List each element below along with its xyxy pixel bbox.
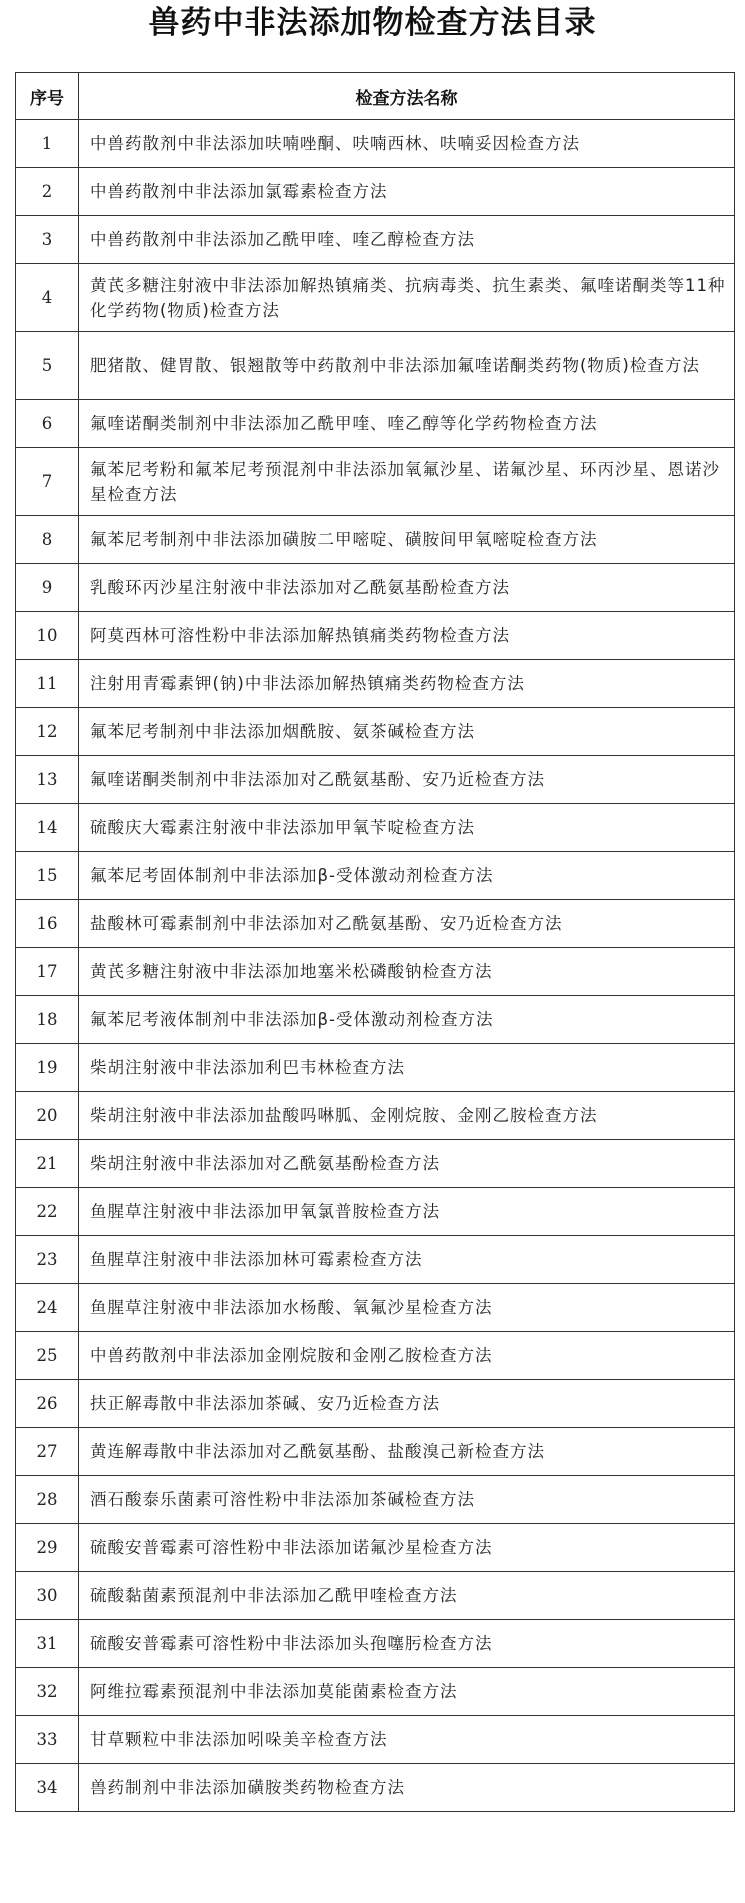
row-method-name: 氟喹诺酮类制剂中非法添加乙酰甲喹、喹乙醇等化学药物检查方法 — [79, 400, 735, 448]
header-serial-number: 序号 — [16, 73, 79, 120]
row-method-name: 阿莫西林可溶性粉中非法添加解热镇痛类药物检查方法 — [79, 612, 735, 660]
table-row — [16, 996, 735, 1044]
table-row — [16, 1668, 735, 1716]
table-header-row — [16, 73, 735, 120]
row-serial-number: 5 — [16, 332, 79, 400]
row-method-name: 鱼腥草注射液中非法添加林可霉素检查方法 — [79, 1236, 735, 1284]
row-method-name: 氟苯尼考粉和氟苯尼考预混剂中非法添加氧氟沙星、诺氟沙星、环丙沙星、恩诺沙星检查方法 — [79, 448, 735, 516]
table-row — [16, 900, 735, 948]
table-row — [16, 1620, 735, 1668]
table-row — [16, 516, 735, 564]
document-title: 兽药中非法添加物检查方法目录 — [148, 5, 597, 41]
table-row — [16, 264, 735, 332]
row-serial-number: 31 — [16, 1620, 79, 1668]
row-method-name: 扶正解毒散中非法添加茶碱、安乃近检查方法 — [79, 1380, 735, 1428]
table-row — [16, 612, 735, 660]
table-row — [16, 400, 735, 448]
table-row — [16, 1572, 735, 1620]
row-serial-number: 3 — [16, 216, 79, 264]
table-row — [16, 168, 735, 216]
row-serial-number: 8 — [16, 516, 79, 564]
table-row — [16, 1380, 735, 1428]
row-serial-number: 23 — [16, 1236, 79, 1284]
row-method-name: 兽药制剂中非法添加磺胺类药物检查方法 — [79, 1764, 735, 1812]
table-row — [16, 1476, 735, 1524]
row-method-name: 中兽药散剂中非法添加氯霉素检查方法 — [79, 168, 735, 216]
row-method-name: 柴胡注射液中非法添加利巴韦林检查方法 — [79, 1044, 735, 1092]
row-serial-number: 32 — [16, 1668, 79, 1716]
row-serial-number: 6 — [16, 400, 79, 448]
row-method-name: 甘草颗粒中非法添加吲哚美辛检查方法 — [79, 1716, 735, 1764]
row-serial-number: 13 — [16, 756, 79, 804]
table-row — [16, 1188, 735, 1236]
table-row — [16, 1236, 735, 1284]
row-method-name: 柴胡注射液中非法添加对乙酰氨基酚检查方法 — [79, 1140, 735, 1188]
row-method-name: 氟苯尼考固体制剂中非法添加β-受体激动剂检查方法 — [79, 852, 735, 900]
table-row — [16, 1092, 735, 1140]
table-body — [16, 120, 735, 1812]
table-row — [16, 1524, 735, 1572]
table-row — [16, 1332, 735, 1380]
table-row — [16, 1764, 735, 1812]
table-row — [16, 448, 735, 516]
row-method-name: 中兽药散剂中非法添加乙酰甲喹、喹乙醇检查方法 — [79, 216, 735, 264]
row-method-name: 氟苯尼考制剂中非法添加烟酰胺、氨茶碱检查方法 — [79, 708, 735, 756]
row-method-name: 鱼腥草注射液中非法添加水杨酸、氧氟沙星检查方法 — [79, 1284, 735, 1332]
row-method-name: 黄芪多糖注射液中非法添加地塞米松磷酸钠检查方法 — [79, 948, 735, 996]
row-serial-number: 12 — [16, 708, 79, 756]
table-row — [16, 1284, 735, 1332]
row-serial-number: 30 — [16, 1572, 79, 1620]
row-serial-number: 2 — [16, 168, 79, 216]
row-serial-number: 14 — [16, 804, 79, 852]
row-method-name: 氟苯尼考液体制剂中非法添加β-受体激动剂检查方法 — [79, 996, 735, 1044]
row-serial-number: 4 — [16, 264, 79, 332]
row-serial-number: 22 — [16, 1188, 79, 1236]
row-serial-number: 34 — [16, 1764, 79, 1812]
row-serial-number: 15 — [16, 852, 79, 900]
table-row — [16, 1044, 735, 1092]
table-row — [16, 120, 735, 168]
row-serial-number: 10 — [16, 612, 79, 660]
table-row — [16, 660, 735, 708]
row-method-name: 硫酸安普霉素可溶性粉中非法添加头孢噻肟检查方法 — [79, 1620, 735, 1668]
row-serial-number: 24 — [16, 1284, 79, 1332]
row-method-name: 氟苯尼考制剂中非法添加磺胺二甲嘧啶、磺胺间甲氧嘧啶检查方法 — [79, 516, 735, 564]
row-method-name: 酒石酸泰乐菌素可溶性粉中非法添加茶碱检查方法 — [79, 1476, 735, 1524]
row-serial-number: 1 — [16, 120, 79, 168]
table-row — [16, 948, 735, 996]
row-serial-number: 18 — [16, 996, 79, 1044]
row-method-name: 注射用青霉素钾(钠)中非法添加解热镇痛类药物检查方法 — [79, 660, 735, 708]
row-serial-number: 33 — [16, 1716, 79, 1764]
table-row — [16, 1716, 735, 1764]
table-row — [16, 756, 735, 804]
row-serial-number: 28 — [16, 1476, 79, 1524]
row-method-name: 硫酸庆大霉素注射液中非法添加甲氧苄啶检查方法 — [79, 804, 735, 852]
row-method-name: 鱼腥草注射液中非法添加甲氧氯普胺检查方法 — [79, 1188, 735, 1236]
row-method-name: 中兽药散剂中非法添加呋喃唑酮、呋喃西林、呋喃妥因检查方法 — [79, 120, 735, 168]
row-serial-number: 20 — [16, 1092, 79, 1140]
row-method-name: 乳酸环丙沙星注射液中非法添加对乙酰氨基酚检查方法 — [79, 564, 735, 612]
row-method-name: 肥猪散、健胃散、银翘散等中药散剂中非法添加氟喹诺酮类药物(物质)检查方法 — [79, 332, 735, 400]
row-serial-number: 11 — [16, 660, 79, 708]
table-row — [16, 852, 735, 900]
row-method-name: 黄连解毒散中非法添加对乙酰氨基酚、盐酸溴己新检查方法 — [79, 1428, 735, 1476]
row-serial-number: 17 — [16, 948, 79, 996]
row-method-name: 中兽药散剂中非法添加金刚烷胺和金刚乙胺检查方法 — [79, 1332, 735, 1380]
row-method-name: 硫酸黏菌素预混剂中非法添加乙酰甲喹检查方法 — [79, 1572, 735, 1620]
row-serial-number: 27 — [16, 1428, 79, 1476]
table-row — [16, 332, 735, 400]
table-row — [16, 1140, 735, 1188]
methods-table — [15, 72, 735, 1812]
row-serial-number: 29 — [16, 1524, 79, 1572]
table-row — [16, 708, 735, 756]
table-row — [16, 804, 735, 852]
row-method-name: 盐酸林可霉素制剂中非法添加对乙酰氨基酚、安乃近检查方法 — [79, 900, 735, 948]
row-serial-number: 16 — [16, 900, 79, 948]
header-method-name: 检查方法名称 — [79, 73, 735, 120]
row-serial-number: 25 — [16, 1332, 79, 1380]
row-serial-number: 26 — [16, 1380, 79, 1428]
row-method-name: 硫酸安普霉素可溶性粉中非法添加诺氟沙星检查方法 — [79, 1524, 735, 1572]
table-row — [16, 216, 735, 264]
row-method-name: 柴胡注射液中非法添加盐酸吗啉胍、金刚烷胺、金刚乙胺检查方法 — [79, 1092, 735, 1140]
row-serial-number: 19 — [16, 1044, 79, 1092]
row-method-name: 阿维拉霉素预混剂中非法添加莫能菌素检查方法 — [79, 1668, 735, 1716]
row-serial-number: 21 — [16, 1140, 79, 1188]
table-row — [16, 564, 735, 612]
row-serial-number: 9 — [16, 564, 79, 612]
table-row — [16, 1428, 735, 1476]
row-serial-number: 7 — [16, 448, 79, 516]
row-method-name: 氟喹诺酮类制剂中非法添加对乙酰氨基酚、安乃近检查方法 — [79, 756, 735, 804]
row-method-name: 黄芪多糖注射液中非法添加解热镇痛类、抗病毒类、抗生素类、氟喹诺酮类等11种化学药物(物质)检查方法 — [79, 264, 735, 332]
